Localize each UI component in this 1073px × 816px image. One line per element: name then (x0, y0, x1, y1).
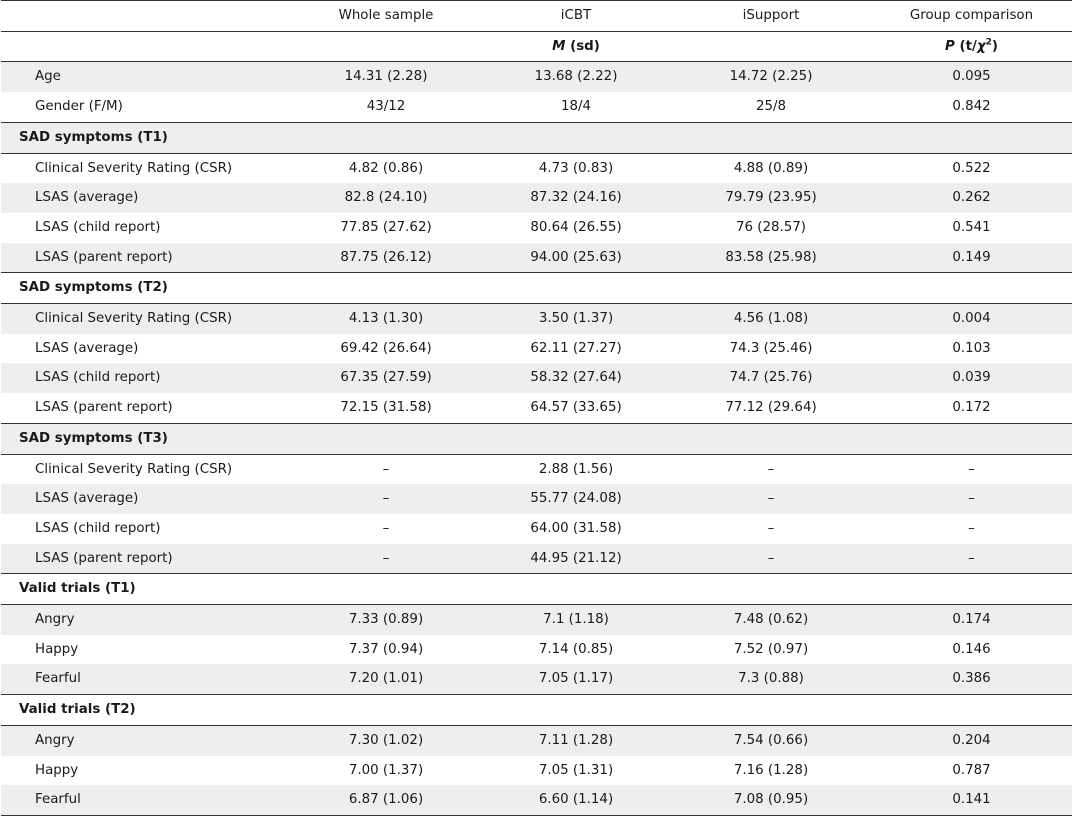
icbt-cell: 7.05 (1.17) (481, 664, 671, 694)
isupport-cell: 4.88 (0.89) (733, 160, 809, 176)
whole-sample-cell: 72.15 (31.58) (291, 393, 481, 423)
table-row (1, 92, 1072, 122)
table-row (1, 514, 1072, 544)
header-blank (1, 1, 291, 32)
p-value-cell: 0.541 (952, 219, 991, 235)
whole-sample-cell: 7.37 (0.94) (348, 641, 424, 657)
p-value-cell: 0.141 (871, 785, 1072, 815)
section-heading: SAD symptoms (T1) (1, 122, 1072, 153)
table-row (1, 304, 1072, 334)
isupport-cell: 7.48 (0.62) (671, 605, 871, 635)
chi-superscript: 2 (985, 37, 992, 48)
table-row (1, 544, 1072, 574)
table-row (1, 153, 1072, 183)
whole-sample-cell: 87.75 (26.12) (291, 243, 481, 273)
table-row (1, 785, 1072, 815)
header-whole-sample: Whole sample (291, 1, 481, 32)
icbt-cell: 3.50 (1.37) (481, 304, 671, 334)
isupport-cell: 14.72 (2.25) (671, 62, 871, 92)
subheader-blank (291, 31, 481, 62)
row-label: LSAS (child report) (35, 219, 161, 235)
icbt-cell: 4.73 (0.83) (538, 160, 614, 176)
row-label: Fearful (1, 785, 291, 815)
whole-sample-cell: 77.85 (27.62) (340, 219, 432, 235)
section-heading: SAD symptoms (T2) (1, 273, 1072, 304)
icbt-cell: 6.60 (1.14) (481, 785, 671, 815)
section-row (1, 423, 1072, 454)
whole-sample-cell: 67.35 (27.59) (291, 363, 481, 393)
table-row (1, 605, 1072, 635)
whole-sample-cell: 82.8 (24.10) (291, 183, 481, 213)
subheader-p-value (871, 31, 1072, 62)
mean-symbol: M (552, 38, 566, 54)
row-label: Happy (35, 641, 79, 657)
whole-sample-cell: 14.31 (2.28) (291, 62, 481, 92)
isupport-cell: 74.3 (25.46) (729, 340, 813, 356)
icbt-cell: 64.57 (33.65) (481, 393, 671, 423)
icbt-cell: 2.88 (1.56) (538, 461, 614, 477)
whole-sample-cell: – (291, 544, 481, 574)
row-label: Fearful (1, 664, 291, 694)
subheader-mean-sd (481, 31, 671, 62)
isupport-cell: 74.7 (25.76) (671, 363, 871, 393)
row-label: Clinical Severity Rating (CSR) (35, 461, 233, 477)
section-heading: Valid trials (T2) (1, 695, 1072, 726)
row-label: LSAS (child report) (35, 520, 161, 536)
table-row (1, 243, 1072, 273)
icbt-cell: 62.11 (27.27) (530, 340, 622, 356)
p-value-cell: 0.172 (871, 393, 1072, 423)
isupport-cell: 7.54 (0.66) (671, 725, 871, 755)
isupport-cell: 83.58 (25.98) (671, 243, 871, 273)
subheader-blank (1, 31, 291, 62)
whole-sample-cell: 4.13 (1.30) (291, 304, 481, 334)
icbt-cell: 80.64 (26.55) (530, 219, 622, 235)
p-value-cell: 0.522 (952, 160, 991, 176)
whole-sample-cell: 69.42 (26.64) (340, 340, 432, 356)
p-value-cell: – (871, 484, 1072, 514)
isupport-cell: 79.79 (23.95) (671, 183, 871, 213)
row-label: Age (1, 62, 291, 92)
whole-sample-cell: – (291, 484, 481, 514)
close-paren: ) (991, 38, 998, 54)
section-row (1, 122, 1072, 153)
table-row (1, 62, 1072, 92)
whole-sample-cell: 4.82 (0.86) (348, 160, 424, 176)
row-label: LSAS (average) (35, 340, 139, 356)
icbt-cell: 64.00 (31.58) (530, 520, 622, 536)
p-value-cell: 0.204 (871, 725, 1072, 755)
isupport-cell: 76 (28.57) (735, 219, 807, 235)
isupport-cell: 7.08 (0.95) (671, 785, 871, 815)
p-value-cell: 0.842 (871, 92, 1072, 122)
table-row (1, 393, 1072, 423)
p-value-cell: – (871, 544, 1072, 574)
row-label: Gender (F/M) (1, 92, 291, 122)
p-value-cell: 0.174 (871, 605, 1072, 635)
section-row (1, 574, 1072, 605)
icbt-cell: 7.1 (1.18) (481, 605, 671, 635)
table-body (1, 62, 1072, 816)
section-row (1, 695, 1072, 726)
icbt-cell: 18/4 (481, 92, 671, 122)
p-symbol: P (945, 38, 955, 54)
row-label: Clinical Severity Rating (CSR) (1, 304, 291, 334)
p-value-cell: 0.262 (871, 183, 1072, 213)
table-row (1, 725, 1072, 755)
table-row (1, 756, 1072, 786)
row-label: LSAS (average) (1, 183, 291, 213)
row-label: Angry (1, 605, 291, 635)
row-label: LSAS (parent report) (1, 393, 291, 423)
p-value-cell: – (968, 520, 975, 536)
whole-sample-cell: – (382, 520, 390, 536)
p-value-cell: 0.146 (952, 641, 991, 657)
isupport-cell: 7.3 (0.88) (671, 664, 871, 694)
icbt-cell: 87.32 (24.16) (481, 183, 671, 213)
icbt-cell: 7.05 (1.31) (538, 762, 614, 778)
table-row (1, 183, 1072, 213)
isupport-cell: 7.16 (1.28) (733, 762, 809, 778)
table-row (1, 334, 1072, 364)
isupport-cell: 25/8 (671, 92, 871, 122)
p-value-cell: 0.787 (952, 762, 991, 778)
p-value-cell: 0.386 (871, 664, 1072, 694)
isupport-cell: – (767, 461, 775, 477)
row-label: LSAS (child report) (1, 363, 291, 393)
isupport-cell: – (671, 484, 871, 514)
isupport-cell: 7.52 (0.97) (733, 641, 809, 657)
table-row (1, 664, 1072, 694)
chi-symbol: χ (976, 38, 986, 54)
row-label: LSAS (parent report) (1, 544, 291, 574)
whole-sample-cell: 7.20 (1.01) (291, 664, 481, 694)
row-label: LSAS (parent report) (1, 243, 291, 273)
section-heading: Valid trials (T1) (1, 574, 1072, 605)
header-icbt: iCBT (481, 1, 671, 32)
subheader-blank (671, 31, 871, 62)
whole-sample-cell: 7.00 (1.37) (348, 762, 424, 778)
descriptives-table (1, 0, 1072, 816)
header-isupport: iSupport (671, 1, 871, 32)
header-row (1, 1, 1072, 32)
header-group-comparison: Group comparison (871, 1, 1072, 32)
p-value-cell: 0.095 (871, 62, 1072, 92)
icbt-cell: 94.00 (25.63) (481, 243, 671, 273)
whole-sample-cell: 6.87 (1.06) (291, 785, 481, 815)
isupport-cell: 4.56 (1.08) (671, 304, 871, 334)
whole-sample-cell: 7.33 (0.89) (291, 605, 481, 635)
subheader-row (1, 31, 1072, 62)
whole-sample-cell: – (382, 461, 390, 477)
table-row (1, 213, 1072, 243)
t-label: (t/ (954, 38, 977, 54)
row-label: Angry (1, 725, 291, 755)
p-value-cell: – (968, 461, 975, 477)
table-row (1, 484, 1072, 514)
p-value-cell: 0.039 (871, 363, 1072, 393)
whole-sample-cell: 43/12 (291, 92, 481, 122)
icbt-cell: 58.32 (27.64) (481, 363, 671, 393)
row-label: Clinical Severity Rating (CSR) (35, 160, 233, 176)
table-row (1, 635, 1072, 665)
row-label: LSAS (average) (1, 484, 291, 514)
table-row (1, 363, 1072, 393)
icbt-cell: 44.95 (21.12) (481, 544, 671, 574)
p-value-cell: 0.004 (871, 304, 1072, 334)
icbt-cell: 7.11 (1.28) (481, 725, 671, 755)
icbt-cell: 13.68 (2.22) (481, 62, 671, 92)
section-heading: SAD symptoms (T3) (1, 423, 1072, 454)
whole-sample-cell: 7.30 (1.02) (291, 725, 481, 755)
isupport-cell: – (671, 544, 871, 574)
table-row (1, 454, 1072, 484)
isupport-cell: 77.12 (29.64) (671, 393, 871, 423)
sd-label: (sd) (565, 38, 600, 54)
p-value-cell: 0.103 (952, 340, 991, 356)
p-value-cell: 0.149 (871, 243, 1072, 273)
isupport-cell: – (767, 520, 775, 536)
section-row (1, 273, 1072, 304)
row-label: Happy (35, 762, 79, 778)
icbt-cell: 7.14 (0.85) (538, 641, 614, 657)
icbt-cell: 55.77 (24.08) (481, 484, 671, 514)
